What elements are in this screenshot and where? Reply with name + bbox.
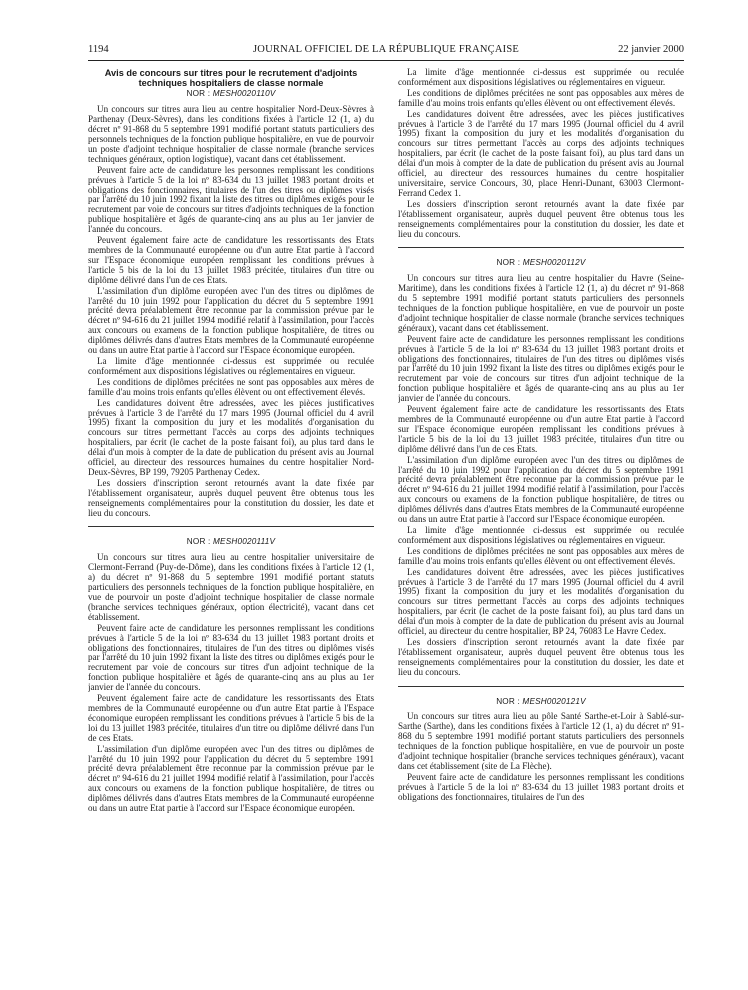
paragraph: Les conditions de diplômes précitées ne sont pas opposables aux mères de famille d'au moins trois enfants qu'elles élèvent ou ont effectivement élevés. (88, 376, 374, 397)
paragraph: Peuvent également faire acte de candidature les ressortissants des Etats membres de la Communauté européenne ou d'un autre Etat partie à l'accord sur l'Espace économique européen remplissant les conditions prévues à l'article 5 bis de la loi du 13 juillet 1983 précitée, titulaires d'un titre ou diplôme délivré dans l'un de ces Etats. (88, 235, 374, 285)
paragraph: L'assimilation d'un diplôme européen avec l'un des titres ou diplômes de l'arrêté du 10 juin 1992 pour l'application du décret du 5 septembre 1991 précité devra préalablement être reconnue par la commission prévue par le décret nº 94-616 du 21 juillet 1994 modifié relatif à l'assimilation, pour l'accès aux concours ou examens de la fonction publique hospitalière, de titres ou diplômes délivrés dans d'autres Etats membres de la Communauté européenne ou dans un autre Etat partie à l'accord sur l'Espace économique européen. (398, 454, 684, 525)
notice-sable-sur-sarthe (398, 712, 684, 802)
issue-date: 22 janvier 2000 (618, 44, 684, 55)
paragraph: Les dossiers d'inscription seront retournés avant la date fixée par l'établissement organisateur, auprès duquel peuvent être obtenus tous les renseignements complémentaires pour la constitution du dossier, les date et lieu du concours. (398, 198, 684, 239)
left-column (88, 68, 374, 982)
paragraph: La limite d'âge mentionnée ci-dessus est supprimée ou reculée conformément aux dispositions législatives ou réglementaires en vigueur. (88, 355, 374, 376)
paragraph: Les candidatures doivent être adressées, avec les pièces justificatives prévues à l'article 3 de l'arrêté du 17 mars 1995 (Journal officiel du 4 avril 1995) fixant la composition du jury et les modalités d'organisation du concours sur titres permettant l'accès au corps des adjoints techniques hospitaliers, par écrit (le cachet de la poste faisant foi), au plus tard dans un délai d'un mois à compter de la date de publication du présent avis au Journal officiel, au directeur du centre hospitalier, BP 24, 76083 Le Havre Cedex. (398, 566, 684, 637)
notice-clermont-ferrand (88, 553, 374, 814)
notice-parthenay (88, 105, 374, 518)
nor-prefix: NOR : (186, 89, 211, 99)
paragraph: Un concours sur titres aura lieu au centre hospitalier du Havre (Seine-Maritime), dans les conditions fixées à l'article 12 (1, a) du décret nº 91-868 du 5 septembre 1991 modifié portant statuts particuliers des personnels techniques de la fonction publique hospitalière, en vue de pourvoir un poste d'adjoint technique hospitalier de classe normale (branche services techniques généraux), vacant dans cet établissement. (398, 273, 684, 333)
notice-separator (398, 247, 684, 248)
notice-separator (88, 526, 374, 527)
nor-prefix: NOR : (496, 258, 521, 268)
paragraph: Les dossiers d'inscription seront retournés avant la date fixée par l'établissement organisateur, auprès duquel peuvent être obtenus tous les renseignements complémentaires pour la constitution du dossier, les date et lieu du concours. (88, 477, 374, 518)
nor-reference (88, 89, 374, 99)
nor-reference (88, 537, 374, 547)
paragraph: Peuvent faire acte de candidature les personnes remplissant les conditions prévues à l'article 5 de la loi nº 83-634 du 13 juillet 1983 portant droits et obligations des fonctionnaires, titulaires de l'un des titres ou diplômes visés par l'arrêté du 10 juin 1992 fixant la liste des titres ou diplômes exigés pour le recrutement par voie de concours sur titres d'un adjoint technique de la fonction publique hospitalière et âgés de quarante-cinq ans au plus au 1er janvier de l'année du concours. (88, 622, 374, 693)
right-column (398, 68, 684, 982)
paragraph: Peuvent faire acte de candidature les personnes remplissant les conditions prévues à l'article 5 de la loi nº 83-634 du 13 juillet 1983 portant droits et obligations des fonctionnaires, titulaires de l'un des titres ou diplômes visés par l'arrêté du 10 juin 1992 fixant la liste des titres ou diplômes exigés pour le recrutement par voie de concours sur titres d'adjoints techniques de la fonction publique hospitalière et âgés de quarante-cinq ans au plus au 1er janvier de l'année du concours. (88, 164, 374, 235)
page-number: 1194 (88, 44, 109, 55)
nor-prefix: NOR : (186, 537, 211, 547)
nor-prefix: NOR : (496, 696, 520, 706)
notice-title: Avis de concours sur titres pour le recrutement d'adjoints techniques hospitaliers de classe normale (104, 68, 358, 89)
paragraph: L'assimilation d'un diplôme européen avec l'un des titres ou diplômes de l'arrêté du 10 juin 1992 pour l'application du décret du 5 septembre 1991 précité devra préalablement être reconnue par la commission prévue par le décret nº 94-616 du 21 juillet 1994 modifié relatif à l'assimilation, pour l'accès aux concours ou examens de la fonction publique hospitalière, de titres ou diplômes délivrés dans d'autres Etats membres de la Communauté européenne ou dans un autre Etat partie à l'accord sur l'Espace économique européen. (88, 285, 374, 356)
paragraph: Peuvent également faire acte de candidature les ressortissants des Etats membres de la Communauté européenne ou d'un autre Etat partie à l'accord sur l'Espace économique européen remplissant les conditions prévues à l'article 5 bis de la loi du 13 juillet 1983 précitée, titulaires d'un titre ou diplôme délivré dans l'un de ces Etats. (398, 404, 684, 454)
paragraph: Un concours sur titres aura lieu au centre hospitalier Nord-Deux-Sèvres à Parthenay (Deux-Sèvres), dans les conditions fixées à l'article 12 (1, a) du décret nº 91-868 du 5 septembre 1991 modifié portant statuts particuliers des personnels techniques de la fonction publique hospitalière, en vue de pourvoir un poste d'adjoint technique hospitalier de classe normale (branche services techniques généraux, option logistique), vacant dans cet établissement. (88, 104, 374, 164)
paragraph: Les candidatures doivent être adressées, avec les pièces justificatives prévues à l'article 3 de l'arrêté du 17 mars 1995 (Journal officiel du 4 avril 1995) fixant la composition du jury et les modalités d'organisation du concours sur titres permettant l'accès au corps des adjoints techniques hospitaliers, par écrit (le cachet de la poste faisant foi), au plus tard dans le délai d'un mois à compter de la date de publication du présent avis au Journal officiel, au directeur des ressources humaines du centre hospitalier Nord-Deux-Sèvres, BP 199, 79205 Parthenay Cedex. (88, 397, 374, 477)
nor-id: MESH0020112V (522, 258, 586, 268)
paragraph: Les candidatures doivent être adressées, avec les pièces justificatives prévues à l'article 3 de l'arrêté du 17 mars 1995 (Journal officiel du 4 avril 1995) fixant la composition du jury et les modalités d'organisation du concours sur titres permettant l'accès au corps des adjoints techniques hospitaliers, par écrit (le cachet de la poste faisant foi), au plus tard dans un délai d'un mois à compter de la date de publication du présent avis au Journal officiel, au directeur des ressources humaines du centre hospitalier universitaire, service Concours, 30, place Henri-Dunant, 63003 Clermont-Ferrand Cedex 1. (398, 108, 684, 198)
paragraph: Peuvent faire acte de candidature les personnes remplissant les conditions prévues à l'article 5 de la loi nº 83-634 du 13 juillet 1983 portant droits et obligations des fonctionnaires, titulaires de l'un des (398, 771, 684, 802)
paragraph: Les conditions de diplômes précitées ne sont pas opposables aux mères de famille d'au moins trois enfants qu'elles élèvent ou ont effectivement élevés. (398, 87, 684, 108)
paragraph: La limite d'âge mentionnée ci-dessus est supprimée ou reculée conformément aux dispositions législatives ou réglementaires en vigueur. (398, 524, 684, 545)
nor-id: MESH0020110V (212, 89, 276, 99)
paragraph: Les conditions de diplômes précitées ne sont pas opposables aux mères de famille d'au moins trois enfants qu'elles élèvent ou ont effectivement élevés. (398, 545, 684, 566)
notice-le-havre (398, 274, 684, 677)
notice-clermont-ferrand-continued (398, 68, 684, 239)
paragraph: L'assimilation d'un diplôme européen avec l'un des titres ou diplômes de l'arrêté du 10 juin 1992 pour l'application du décret du 5 septembre 1991 précité devra préalablement être reconnue par la commission prévue par le décret nº 94-616 du 21 juillet 1994 modifié relatif à l'assimilation, pour l'accès aux concours ou examens de la fonction publique hospitalière, de titres ou diplômes délivrés dans d'autres Etats membres de la Communauté européenne ou dans un autre Etat partie à l'accord sur l'Espace économique européen. (88, 743, 374, 814)
nor-id: MESH0020121V (522, 696, 586, 706)
journal-title: JOURNAL OFFICIEL DE LA RÉPUBLIQUE FRANÇAISE (253, 44, 519, 55)
nor-reference (398, 258, 684, 268)
notice-separator (398, 686, 684, 687)
paragraph: Peuvent également faire acte de candidature les ressortissants des Etats membres de la Communauté européenne ou d'un autre Etat partie à l'Espace économique européen remplissant les conditions prévues à l'article 5 bis de la loi du 13 juillet 1983 précitée, titulaires d'un titre ou diplôme délivré dans l'un de ces Etats. (88, 693, 374, 743)
nor-id: MESH0020111V (213, 537, 276, 547)
header-rule (88, 60, 684, 61)
paragraph: Un concours sur titres aura lieu au pôle Santé Sarthe-et-Loir à Sablé-sur-Sarthe (Sarthe), dans les conditions fixées à l'article 12 (1, a) du décret nº 91-868 du 5 septembre 1991 modifié portant statuts particuliers des personnels techniques de la fonction publique hospitalière, en vue de pourvoir un poste d'adjoint technique hospitalier (branche services techniques généraux), vacant dans cet établissement (site de La Flèche). (398, 711, 684, 771)
paragraph: Un concours sur titres aura lieu au centre hospitalier universitaire de Clermont-Ferrand (Puy-de-Dôme), dans les conditions fixées à l'article 12 (1, a) du décret nº 91-868 du 5 septembre 1991 modifié portant statuts particuliers des personnels techniques de la fonction publique hospitalière, en vue de pourvoir un poste d'adjoint technique hospitalier de classe normale (branche services techniques généraux, option électricité), vacant dans cet établissement. (88, 552, 374, 622)
paragraph: Les dossiers d'inscription seront retournés avant la date fixée par l'établissement organisateur, auprès duquel peuvent être obtenus tous les renseignements complémentaires pour la constitution du dossier, les date et lieu du concours. (398, 636, 684, 677)
nor-reference (398, 697, 684, 707)
page-header (88, 44, 684, 60)
paragraph: La limite d'âge mentionnée ci-dessus est supprimée ou reculée conformément aux dispositions législatives ou réglementaires en vigueur. (398, 68, 684, 87)
paragraph: Peuvent faire acte de candidature les personnes remplissant les conditions prévues à l'article 5 de la loi nº 83-634 du 13 juillet 1983 portant droits et obligations des fonctionnaires, titulaires de l'un des titres ou diplômes visés par l'arrêté du 10 juin 1992 fixant la liste des titres ou diplômes exigés pour le recrutement par voie de concours sur titres d'un adjoint technique de la fonction publique hospitalière et âgés de quarante-cinq ans au plus au 1er janvier de l'année du concours. (398, 333, 684, 404)
